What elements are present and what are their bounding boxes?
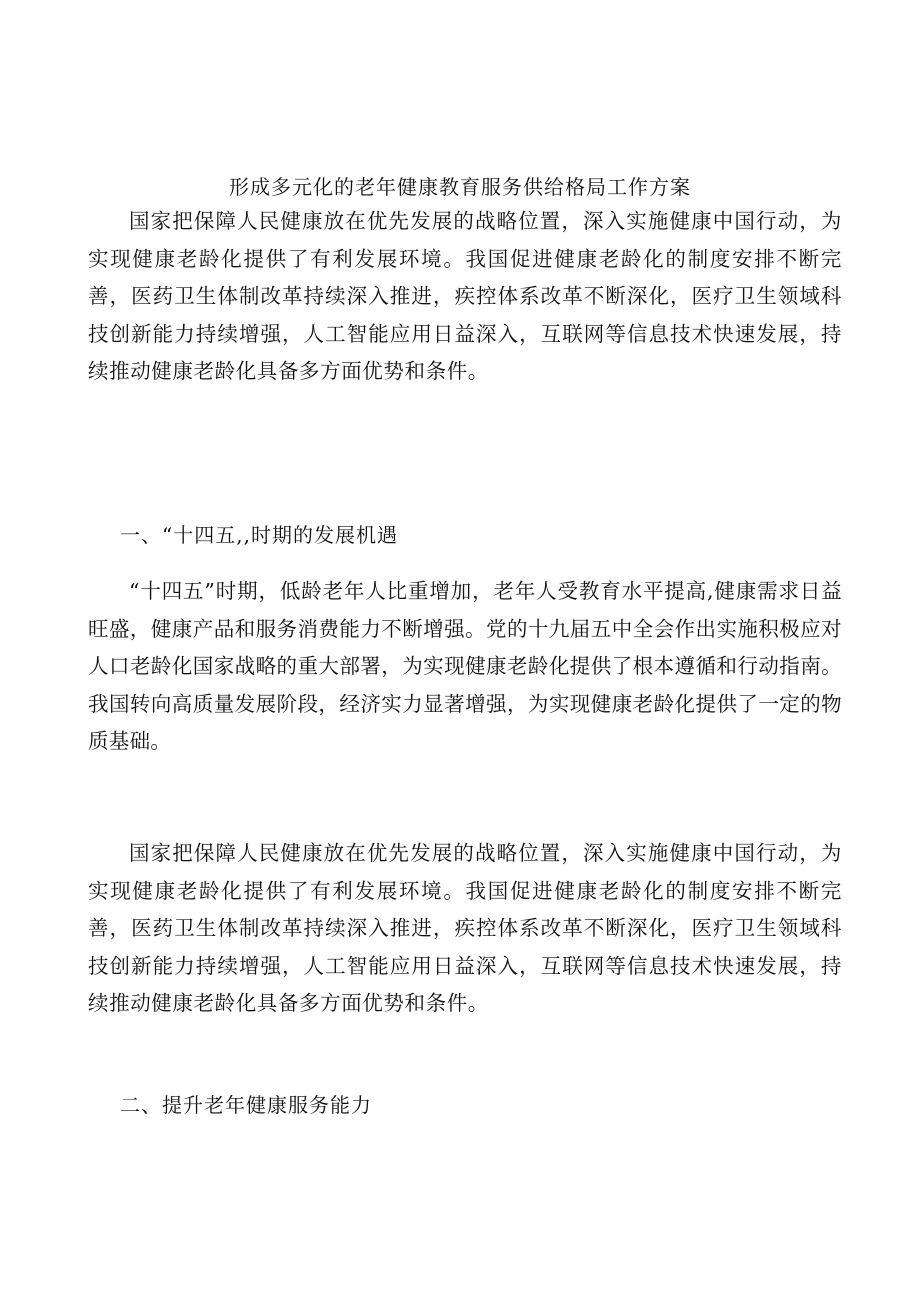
paragraph-section-1-continued: 国家把保障人民健康放在优先发展的战略位置，深入实施健康中国行动，为实现健康老龄化提供了有利发展环境。我国促进健康老龄化的制度安排不断完善，医药卫生体制改革持续深入推进，疾控体系改革不断深化，医疗卫生领域科技创新能力持续增强，人工智能应用日益深入，互联网等信息技术快速发展，持续推动健康老龄化具备多方面优势和条件。 <box>88 841 842 1015</box>
paragraph-intro: 国家把保障人民健康放在优先发展的战略位置，深入实施健康中国行动，为实现健康老龄化提供了有利发展环境。我国促进健康老龄化的制度安排不断完善，医药卫生体制改革持续深入推进，疾控体系改革不断深化，医疗卫生领域科技创新能力持续增强，人工智能应用日益深入，互联网等信息技术快速发展，持续推动健康老龄化具备多方面优势和条件。 <box>88 209 842 383</box>
section-heading-2: 二、提升老年健康服务能力 <box>120 1093 372 1117</box>
document-title: 形成多元化的老年健康教育服务供给格局工作方案 <box>229 175 691 199</box>
section-heading-1: 一、“十四五,,时期的发展机遇 <box>120 523 398 547</box>
paragraph-section-1: “十四五”时期，低龄老年人比重增加，老年人受教育水平提高,健康需求日益旺盛，健康产品和服务消费能力不断增强。党的十九届五中全会作出实施积极应对人口老龄化国家战略的重大部署，为实现健康老龄化提供了根本遵循和行动指南。我国转向高质量发展阶段，经济实力显著增强，为实现健康老龄化提供了一定的物质基础。 <box>88 579 842 753</box>
